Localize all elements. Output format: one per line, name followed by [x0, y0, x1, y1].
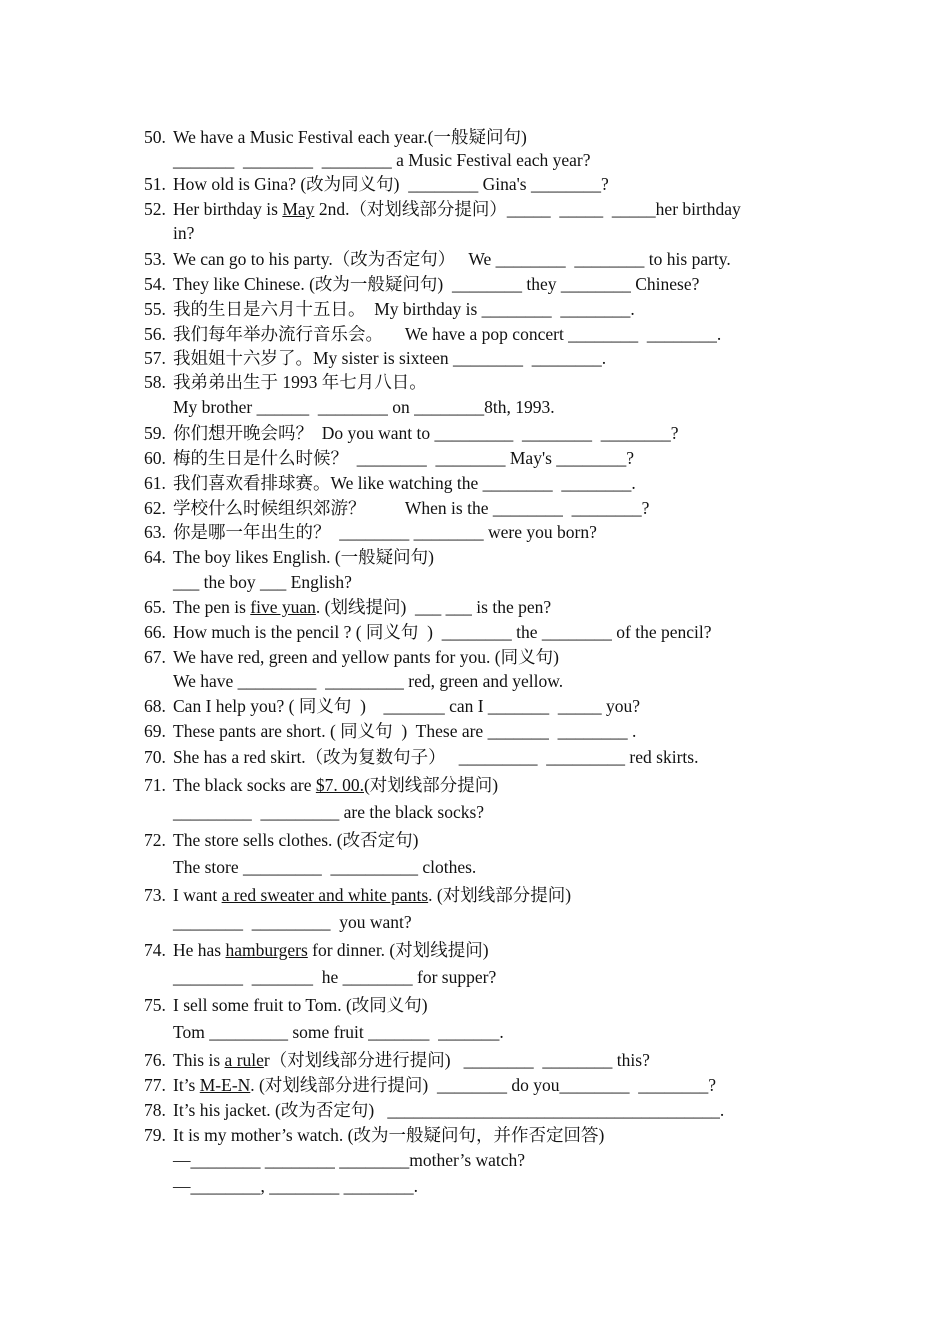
- text-segment: _______ ________ ________ a Music Festival each year?: [173, 150, 591, 170]
- text-segment: Can I help you? ( 同义句 ) _______ can I _______ _____ you?: [173, 696, 641, 716]
- exercise-text: [173, 695, 640, 717]
- exercise-text: [173, 646, 559, 668]
- exercise-text: [173, 1175, 418, 1197]
- exercise-text: [173, 126, 527, 148]
- exercise-text: [173, 1021, 504, 1043]
- exercise-number: 57.: [144, 348, 166, 368]
- exercise-text: [173, 1074, 716, 1096]
- text-segment: We can go to his party.（改为否定句） We ________ ________ to his party.: [173, 249, 731, 269]
- exercise-number: 66.: [144, 622, 166, 642]
- underlined-phrase: five yuan: [250, 597, 316, 617]
- text-segment: We have _________ _________ red, green and yellow.: [173, 671, 564, 691]
- text-segment: The store sells clothes. (改否定句): [173, 830, 419, 850]
- exercise-number: 63.: [144, 522, 166, 542]
- exercise-text: [173, 621, 712, 643]
- text-segment: 我弟弟出生于 1993 年七月八日。: [173, 372, 427, 392]
- underlined-phrase: a red sweater and white pants: [221, 885, 429, 905]
- exercise-text: [173, 994, 428, 1016]
- exercise-text: [173, 222, 194, 244]
- text-segment: How much is the pencil ? ( 同义句 ) ________ the ________ of the pencil?: [173, 622, 712, 642]
- text-segment: 梅的生日是什么时候？ ________ ________ May's ________?: [173, 448, 635, 468]
- text-segment: How old is Gina? (改为同义句) ________ Gina's ________?: [173, 174, 609, 194]
- exercise-text: [173, 371, 427, 393]
- exercise-text: [173, 1124, 604, 1146]
- exercise-number: 71.: [144, 775, 166, 795]
- text-segment: . (划线提问) ___ ___ is the pen?: [315, 597, 552, 617]
- text-segment: —________, ________ ________.: [173, 1176, 418, 1196]
- text-segment: 你是哪一年出生的？ ________ ________ were you born?: [173, 522, 597, 542]
- text-segment: Tom _________ some fruit _______ _______.: [173, 1022, 504, 1042]
- exercise-text: [173, 1149, 525, 1171]
- text-segment: I want: [173, 885, 222, 905]
- exercise-text: [173, 173, 609, 195]
- exercise-text: [173, 720, 636, 742]
- text-segment: . (对划线部分进行提问) ________ do you________ ________?: [250, 1075, 716, 1095]
- exercise-text: [173, 546, 434, 568]
- text-segment: for dinner. (对划线提问): [307, 940, 489, 960]
- exercise-text: [173, 746, 698, 768]
- exercise-text: [173, 856, 476, 878]
- exercise-number: 55.: [144, 299, 166, 319]
- exercise-text: [173, 774, 498, 796]
- text-segment: ___ the boy ___ English?: [173, 572, 352, 592]
- exercise-text: [173, 1049, 650, 1071]
- text-segment: ________ _________ you want?: [173, 912, 412, 932]
- text-segment: (对划线部分提问): [363, 775, 499, 795]
- text-segment: It’s his jacket. (改为否定句) ______________________________________.: [173, 1100, 725, 1120]
- exercise-number: 77.: [144, 1075, 166, 1095]
- exercise-number: 50.: [144, 127, 166, 147]
- text-segment: I sell some fruit to Tom. (改同义句): [173, 995, 428, 1015]
- exercise-text: [173, 273, 699, 295]
- text-segment: It is my mother’s watch. (改为一般疑问句，并作否定回答): [173, 1125, 605, 1145]
- text-segment: My brother ______ ________ on ________8th, 1993.: [173, 397, 555, 417]
- exercise-text: [173, 347, 606, 369]
- text-segment: We have a Music Festival each year.(一般疑问句): [173, 127, 527, 147]
- exercise-text: [173, 248, 731, 270]
- exercise-number: 67.: [144, 647, 166, 667]
- exercise-text: [173, 396, 555, 418]
- text-segment: 2nd.（对划线部分提问）_____ _____ _____her birthday: [314, 199, 741, 219]
- exercise-text: [173, 198, 741, 220]
- exercise-text: [173, 149, 591, 171]
- exercise-number: 70.: [144, 747, 166, 767]
- exercise-number: 69.: [144, 721, 166, 741]
- exercise-number: 54.: [144, 274, 166, 294]
- text-segment: 我们喜欢看排球赛。We like watching the ________ ________.: [173, 473, 636, 493]
- text-segment: —________ ________ ________mother’s watch?: [173, 1150, 526, 1170]
- underlined-phrase: $7. 00.: [315, 775, 364, 795]
- exercise-number: 74.: [144, 940, 166, 960]
- underlined-phrase: a rule: [224, 1050, 264, 1070]
- exercise-number: 61.: [144, 473, 166, 493]
- exercise-number: 62.: [144, 498, 166, 518]
- text-segment: The pen is: [173, 597, 251, 617]
- exercise-text: [173, 472, 636, 494]
- text-segment: 你们想开晚会吗？ Do you want to _________ ________ ________?: [173, 423, 679, 443]
- exercise-text: [173, 829, 418, 851]
- text-segment: Her birthday is: [173, 199, 283, 219]
- exercise-number: 64.: [144, 547, 166, 567]
- exercise-number: 73.: [144, 885, 166, 905]
- exercise-number: 60.: [144, 448, 166, 468]
- text-segment: We have red, green and yellow pants for you. (同义句): [173, 647, 559, 667]
- text-segment: These pants are short. ( 同义句 ) These are _______ ________ .: [173, 721, 637, 741]
- text-segment: The black socks are: [173, 775, 316, 795]
- text-segment: The store _________ __________ clothes.: [173, 857, 477, 877]
- exercise-number: 58.: [144, 372, 166, 392]
- text-segment: . (对划线部分提问): [428, 885, 572, 905]
- text-segment: He has: [173, 940, 226, 960]
- text-segment: 我们每年举办流行音乐会。 We have a pop concert ________ ________.: [173, 324, 722, 344]
- text-segment: ________ _______ he ________ for supper?: [173, 967, 497, 987]
- exercise-text: [173, 571, 352, 593]
- text-segment: This is: [173, 1050, 225, 1070]
- exercise-text: [173, 447, 634, 469]
- text-segment: r（对划线部分进行提问) ________ ________ this?: [263, 1050, 650, 1070]
- exercise-text: [173, 497, 649, 519]
- text-segment: She has a red skirt.（改为复数句子） _________ _________ red skirts.: [173, 747, 699, 767]
- text-segment: They like Chinese. (改为一般疑问句) ________ they ________ Chinese?: [173, 274, 700, 294]
- exercise-text: [173, 884, 571, 906]
- text-segment: 学校什么时候组织郊游？ When is the ________ ________?: [173, 498, 650, 518]
- exercise-number: 51.: [144, 174, 166, 194]
- text-segment: 我的生日是六月十五日。 My birthday is ________ ________.: [173, 299, 635, 319]
- exercise-text: [173, 323, 721, 345]
- exercise-text: [173, 939, 489, 961]
- exercise-number: 72.: [144, 830, 166, 850]
- text-segment: 我姐姐十六岁了。My sister is sixteen ________ ________.: [173, 348, 607, 368]
- exercise-text: [173, 911, 412, 933]
- exercise-number: 76.: [144, 1050, 166, 1070]
- exercise-text: [173, 966, 496, 988]
- exercise-number: 53.: [144, 249, 166, 269]
- underlined-phrase: May: [282, 199, 315, 219]
- exercise-text: [173, 298, 635, 320]
- underlined-phrase: M-E-N: [199, 1075, 251, 1095]
- exercise-text: [173, 670, 563, 692]
- exercise-text: [173, 521, 597, 543]
- exercise-number: 75.: [144, 995, 166, 1015]
- text-segment: _________ _________ are the black socks?: [173, 802, 485, 822]
- exercise-number: 65.: [144, 597, 166, 617]
- exercise-number: 56.: [144, 324, 166, 344]
- text-segment: The boy likes English. (一般疑问句): [173, 547, 435, 567]
- text-segment: in?: [173, 223, 195, 243]
- exercise-number: 52.: [144, 199, 166, 219]
- exercise-text: [173, 422, 679, 444]
- exercise-text: [173, 801, 484, 823]
- exercise-number: 78.: [144, 1100, 166, 1120]
- exercise-text: [173, 1099, 724, 1121]
- exercise-number: 68.: [144, 696, 166, 716]
- exercise-number: 79.: [144, 1125, 166, 1145]
- text-segment: It’s: [173, 1075, 200, 1095]
- underlined-phrase: hamburgers: [225, 940, 308, 960]
- exercise-text: [173, 596, 551, 618]
- exercise-number: 59.: [144, 423, 166, 443]
